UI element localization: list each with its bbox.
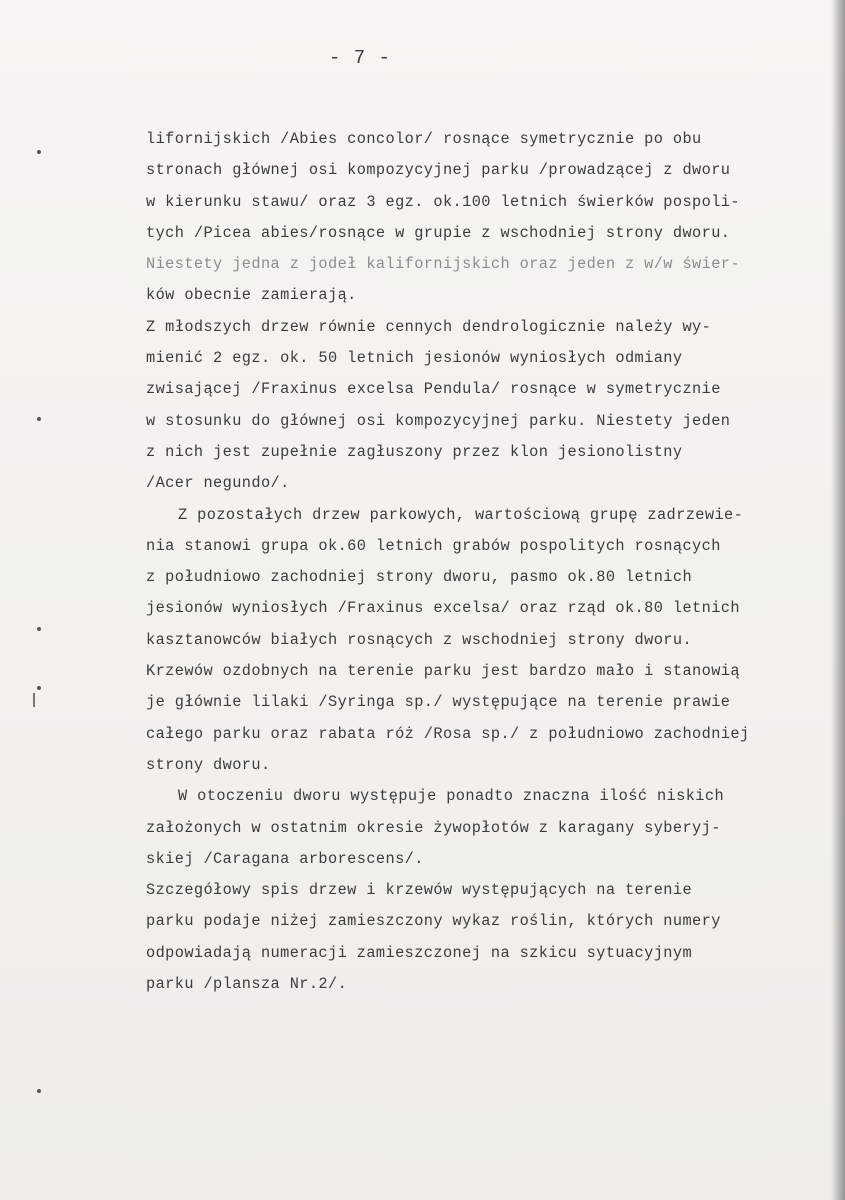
page-edge-shadow (831, 0, 845, 1200)
margin-dot (37, 150, 41, 154)
margin-dot (37, 627, 41, 631)
text-line: lifornijskich /Abies concolor/ rosnące symetrycznie po obu (146, 130, 702, 148)
text-line: je głównie lilaki /Syringa sp./ występujące na terenie prawie (146, 693, 731, 712)
body-text (146, 124, 806, 1000)
margin-mark (33, 693, 35, 707)
margin-dot (37, 686, 41, 690)
text-line: nia stanowi grupa ok.60 letnich grabów pospolitych rosnących (146, 536, 721, 555)
text-line: mienić 2 egz. ok. 50 letnich jesionów wyniosłych odmiany (146, 349, 683, 368)
page-number: - 7 - (328, 47, 391, 69)
margin-dot (37, 1089, 41, 1093)
text-line: z nich jest zupełnie zagłuszony przez klon jesionolistny (146, 442, 683, 461)
text-line: zwisającej /Fraxinus excelsa Pendula/ rosnące w symetrycznie (146, 380, 721, 399)
text-line: kasztanowców białych rosnących z wschodniej strony dworu. (146, 630, 693, 649)
text-line: odpowiadają numeracji zamieszczonej na szkicu sytuacyjnym (146, 943, 693, 962)
text-line: strony dworu. (146, 755, 271, 774)
text-line: skiej /Caragana arborescens/. (146, 849, 424, 868)
text-line: ków obecnie zamierają. (146, 286, 357, 305)
text-line: Krzewów ozdobnych na terenie parku jest bardzo mało i stanowią (146, 662, 740, 681)
text-line: parku podaje niżej zamieszczony wykaz roślin, których numery (146, 912, 721, 931)
text-line: całego parku oraz rabata róż /Rosa sp./ z południowo zachodniej (146, 724, 750, 743)
text-line: Z młodszych drzew równie cennych dendrologicznie należy wy- (146, 317, 712, 336)
text-line: z południowo zachodniej strony dworu, pasmo ok.80 letnich (146, 568, 693, 587)
text-line: tych /Picea abies/rosnące w grupie z wschodniej strony dworu. (146, 223, 731, 242)
text-line: W otoczeniu dworu występuje ponadto znaczna ilość niskich (178, 787, 725, 806)
text-line: stronach głównej osi kompozycyjnej parku /prowadzącej z dworu (146, 161, 731, 180)
text-line: parku /plansza Nr.2/. (146, 975, 348, 994)
text-line: w kierunku stawu/ oraz 3 egz. ok.100 letnich świerków pospoli- (146, 192, 740, 211)
text-line: założonych w ostatnim okresie żywopłotów z karagany syberyj- (146, 818, 721, 837)
text-line: Z pozostałych drzew parkowych, wartościową grupę zadrzewie- (178, 505, 744, 524)
text-line: Szczegółowy spis drzew i krzewów występujących na terenie (146, 881, 693, 900)
text-line: jesionów wyniosłych /Fraxinus excelsa/ oraz rząd ok.80 letnich (146, 599, 740, 618)
text-line: w stosunku do głównej osi kompozycyjnej parku. Niestety jeden (146, 411, 731, 430)
text-line: Niestety jedna z jodeł kalifornijskich oraz jeden z w/w świer- (146, 255, 740, 274)
text-line: /Acer negundo/. (146, 474, 290, 493)
margin-dot (37, 417, 41, 421)
